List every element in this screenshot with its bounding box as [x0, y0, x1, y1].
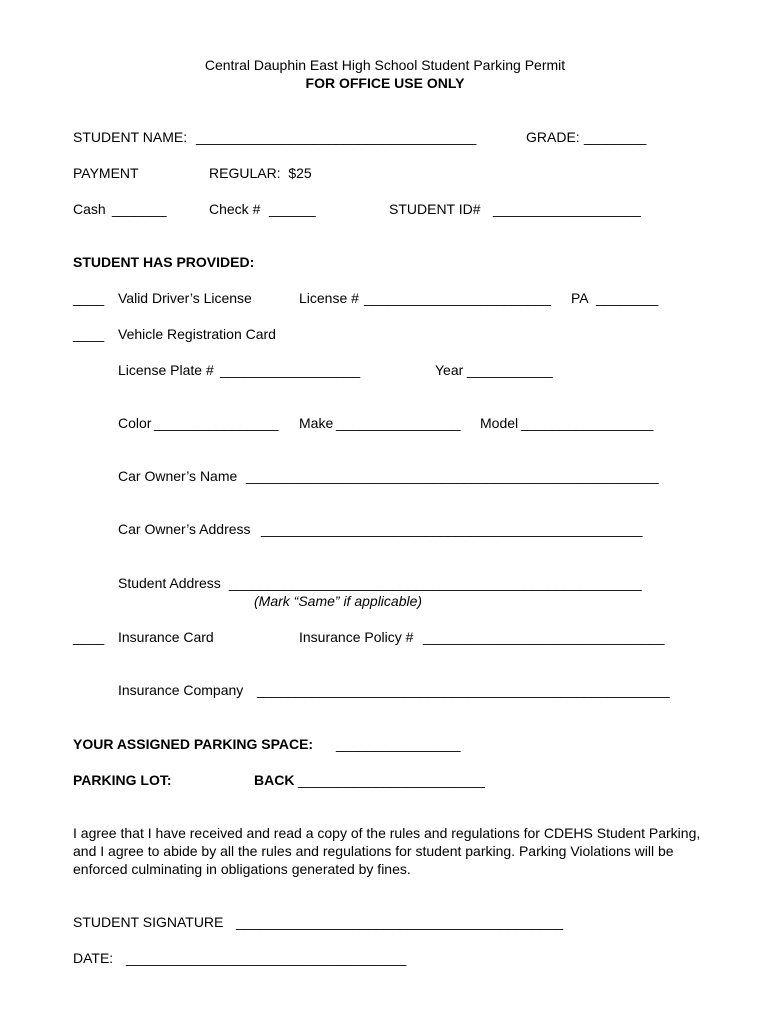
- check-label: Check #: [209, 201, 261, 217]
- year-field[interactable]: ___________: [467, 362, 553, 378]
- back-lot-field[interactable]: ________________________: [298, 772, 485, 788]
- cash-field[interactable]: _______: [112, 201, 167, 217]
- pa-label: PA: [571, 290, 589, 306]
- license-plate-field[interactable]: __________________: [220, 362, 361, 378]
- student-name-field[interactable]: ____________________________________: [196, 129, 477, 145]
- owner-address-label: Car Owner’s Address: [118, 521, 251, 537]
- make-label: Make: [299, 415, 334, 431]
- insurance-card-check[interactable]: ____: [73, 629, 105, 645]
- parking-space-label: YOUR ASSIGNED PARKING SPACE:: [73, 736, 314, 752]
- grade-field[interactable]: ________: [584, 129, 647, 145]
- provided-heading: STUDENT HAS PROVIDED:: [73, 254, 255, 270]
- license-plate-label: License Plate #: [118, 362, 214, 378]
- pa-field[interactable]: ________: [596, 290, 659, 306]
- student-address-label: Student Address: [118, 575, 221, 591]
- color-field[interactable]: ________________: [154, 415, 279, 431]
- owner-name-label: Car Owner’s Name: [118, 468, 238, 484]
- parking-lot-label: PARKING LOT:: [73, 772, 172, 788]
- license-number-label: License #: [299, 290, 359, 306]
- agreement-text: I agree that I have received and read a copy of the rules and regulations for CDEHS Student Parking, and I agree to abide by all the rules and regulations for student parking. Parking Violations will be enforced culminating in obligations generated by fines.: [73, 825, 701, 877]
- date-label: DATE:: [73, 950, 114, 966]
- license-number-field[interactable]: ________________________: [364, 290, 551, 306]
- signature-label: STUDENT SIGNATURE: [73, 914, 224, 930]
- date-field[interactable]: ____________________________________: [126, 950, 407, 966]
- insurance-company-field[interactable]: _____________________________________________________: [257, 682, 670, 698]
- student-id-field[interactable]: ___________________: [493, 201, 641, 217]
- registration-label: Vehicle Registration Card: [118, 326, 276, 342]
- grade-label: GRADE:: [526, 129, 580, 145]
- student-address-field[interactable]: _____________________________________________________: [229, 575, 642, 591]
- insurance-card-label: Insurance Card: [118, 629, 214, 645]
- insurance-policy-label: Insurance Policy #: [299, 629, 414, 645]
- color-label: Color: [118, 415, 152, 431]
- registration-check[interactable]: ____: [73, 326, 105, 342]
- insurance-company-label: Insurance Company: [118, 682, 244, 698]
- model-label: Model: [480, 415, 519, 431]
- signature-field[interactable]: __________________________________________: [236, 914, 564, 930]
- parking-space-field[interactable]: ________________: [336, 736, 461, 752]
- make-field[interactable]: ________________: [336, 415, 461, 431]
- owner-address-field[interactable]: _________________________________________________: [261, 521, 643, 537]
- form-title: Central Dauphin East High School Student Parking Permit: [204, 57, 566, 73]
- drivers-license-check[interactable]: ____: [73, 290, 105, 306]
- insurance-policy-field[interactable]: _______________________________: [423, 629, 665, 645]
- payment-label: PAYMENT: [73, 165, 139, 181]
- regular-fee-label: REGULAR: $25: [209, 165, 312, 181]
- model-field[interactable]: _________________: [521, 415, 654, 431]
- back-lot-label: BACK: [254, 772, 295, 788]
- year-label: Year: [435, 362, 464, 378]
- cash-label: Cash: [73, 201, 106, 217]
- owner-name-field[interactable]: _____________________________________________________: [246, 468, 659, 484]
- student-address-note: (Mark “Same” if applicable): [254, 593, 423, 609]
- student-id-label: STUDENT ID#: [389, 201, 481, 217]
- check-field[interactable]: ______: [269, 201, 316, 217]
- student-name-label: STUDENT NAME:: [73, 129, 188, 145]
- office-use-heading: FOR OFFICE USE ONLY: [305, 75, 465, 91]
- drivers-license-label: Valid Driver’s License: [118, 290, 252, 306]
